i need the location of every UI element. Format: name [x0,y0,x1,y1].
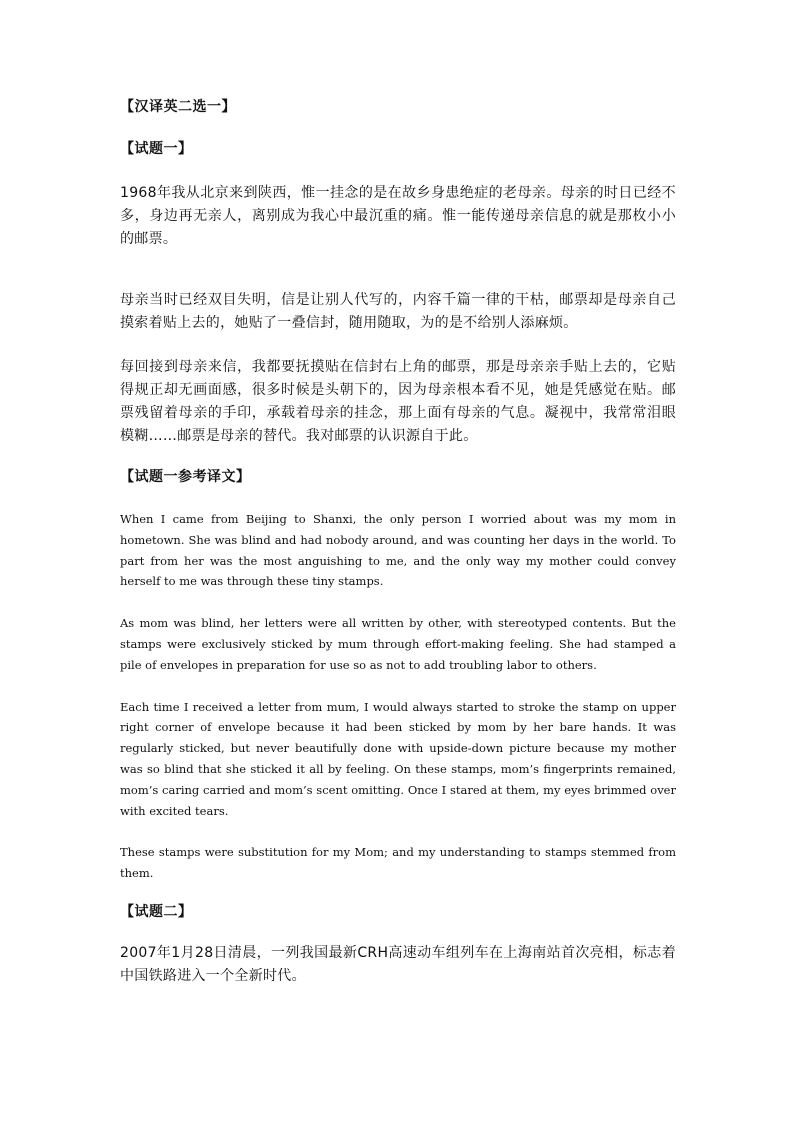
section-heading: 【汉译英二选一】 [120,99,236,115]
translation-paragraph: As mom was blind, her letters were all written by other, with stereotyped contents. But the stamps were exclusively sticked by mum through effort-making feeling. She had stamped a pile of envelopes in preparation for use so as not to add troubling labor to others. [120,616,676,672]
translation-paragraph: These stamps were substitution for my Mom; and my understanding to stamps stemmed from them. [120,845,676,881]
question-one-paragraph: 每回接到母亲来信，我都要抚摸贴在信封右上角的邮票，那是母亲亲手贴上去的，它贴得规正却无画面感，很多时候是头朝下的，因为母亲根本看不见，她是凭感觉在贴。邮票残留着母亲的手印，承载着母亲的挂念，那上面有母亲的气息。凝视中，我常常泪眼模糊……邮票是母亲的替代。我对邮票的认识源自于此。 [120,359,676,444]
question-one-translation-heading: 【试题一参考译文】 [120,469,251,485]
question-two-paragraph: 2007年1月28日清晨，一列我国最新CRH高速动车组列车在上海南站首次亮相，标志着中国铁路进入一个全新时代。 [120,944,676,984]
question-two-heading: 【试题二】 [120,903,193,920]
document-page [120,97,676,988]
question-one-paragraph: 母亲当时已经双目失明，信是让别人代写的，内容千篇一律的干枯，邮票却是母亲自己摸索着贴上去的，她贴了一叠信封，随用随取，为的是不给别人添麻烦。 [120,292,676,331]
translation-paragraph: Each time I received a letter from mum, I would always started to stroke the stamp on upper right corner of envelope because it had been sticked by mom by her bare hands. It was regularly sticked, but never beautifully done with upside-down picture because my mother was so blind that she sticked it all by feeling. On these stamps, mom’s fingerprints remained, mom’s caring carried and mom’s scent omitting. Once I stared at them, my eyes brimmed over with excited tears. [120,699,676,818]
translation-paragraph: When I came from Beijing to Shanxi, the only person I worried about was my mom in hometown. She was blind and had nobody around, and was counting her days in the world. To part from her was the most anguishing to me, and the only way my mother could convey herself to me was through these tiny stamps. [120,512,676,589]
question-one-heading: 【试题一】 [120,141,193,157]
question-one-paragraph: 1968年我从北京来到陕西，惟一挂念的是在故乡身患绝症的老母亲。母亲的时日已经不多，身边再无亲人，离别成为我心中最沉重的痛。惟一能传递母亲信息的就是那枚小小的邮票。 [120,185,676,247]
